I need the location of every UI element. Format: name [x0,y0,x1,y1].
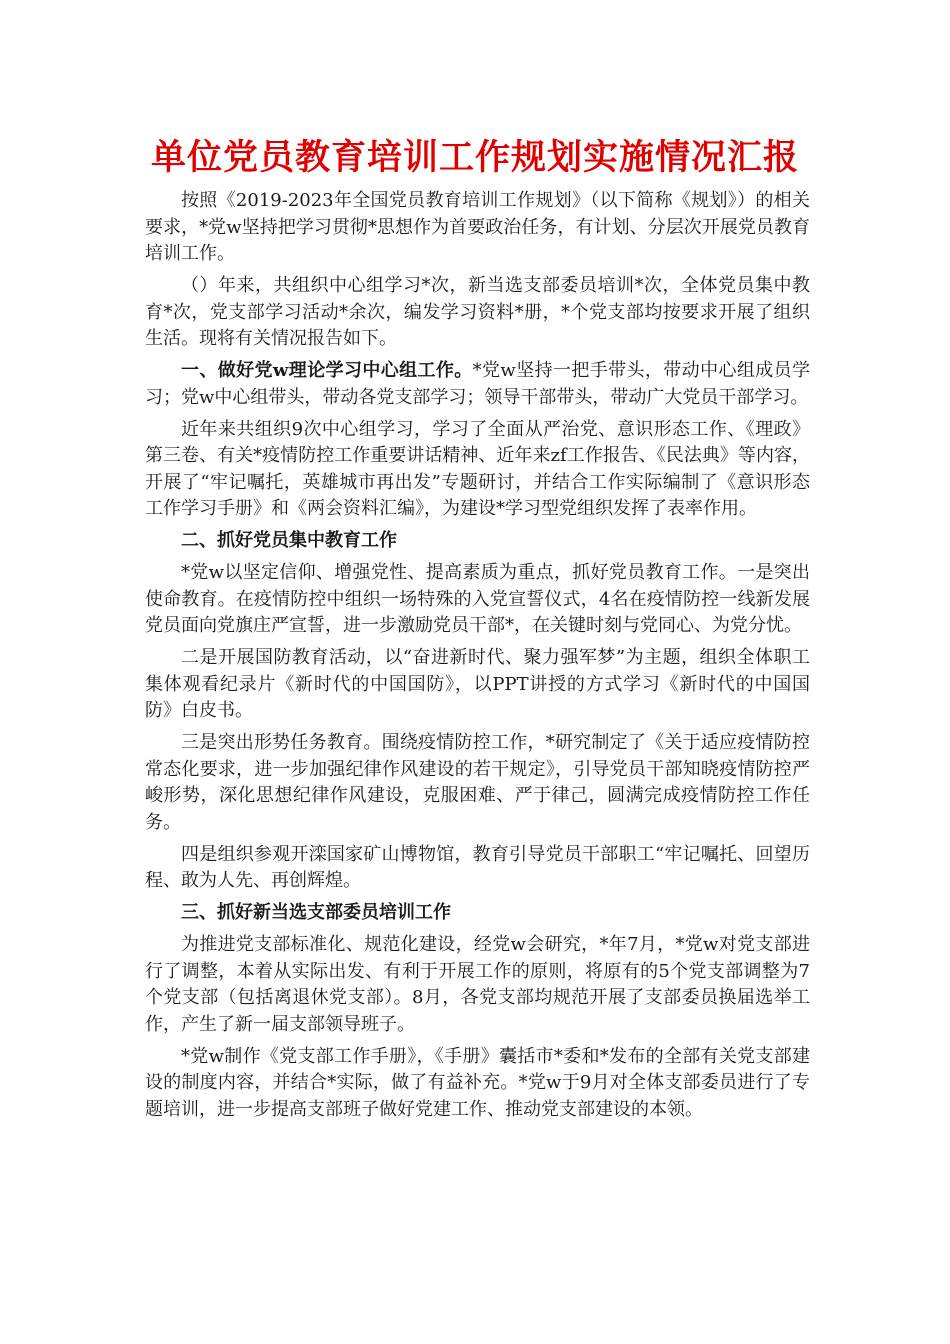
paragraph: 按照《2019-2023年全国党员教育培训工作规划》（以下简称《规划》）的相关要求，*党w坚持把学习贯彻*思想作为首要政治任务，有计划、分层次开展党员教育培训工作。 [145,190,810,264]
section-heading: 三、抓好新当选支部委员培训工作 [181,902,451,923]
paragraph: （）年来，共组织中心组学习*次，新当选支部委员培训*次，全体党员集中教育*次，党支部学习活动*余次，编发学习资料*册，*个党支部均按要求开展了组织生活。现将有关情况报告如下。 [145,275,810,349]
document-body [145,188,810,1129]
paragraph: *党w以坚定信仰、增强党性、提高素质为重点，抓好党员教育工作。一是突出使命教育。在疫情防控中组织一场特殊的入党宣誓仪式，4名在疫情防控一线新发展党员面向党旗庄严宣誓，进一步激励党员干部*，在关键时刻与党同心、为党分忧。 [145,562,810,636]
paragraph [145,358,810,411]
paragraph: 近年来共组织9次中心组学习，学习了全面从严治党、意识形态工作、《理政》第三卷、有关*疫情防控工作重要讲话精神、近年来zf工作报告、《民法典》等内容，开展了“牢记嘱托，英雄城市再出发”专题研讨，并结合工作实际编制了《意识形态工作学习手册》和《两会资料汇编》，为建设*学习型党组织发挥了表率作用。 [145,418,810,519]
paragraph: 四是组织参观开滦国家矿山博物馆，教育引导党员干部职工“牢记嘱托、回望历程、敢为人先、再创辉煌。 [145,843,810,891]
section-heading-inline: 一、做好党w理论学习中心组工作。 [181,360,473,381]
paragraph: 为推进党支部标准化、规范化建设，经党w会研究，*年7月，*党w对党支部进行了调整，本着从实际出发、有利于开展工作的原则，将原有的5个党支部调整为7个党支部（包括离退休党支部）。8月，各党支部均规范开展了支部委员换届选举工作，产生了新一届支部领导班子。 [145,934,810,1035]
paragraph: 三是突出形势任务教育。围绕疫情防控工作，*研究制定了《关于适应疫情防控常态化要求，进一步加强纪律作风建设的若干规定》，引导党员干部知晓疫情防控严峻形势，深化思想纪律作风建设，克服困难、严于律己，圆满完成疫情防控工作任务。 [145,732,810,833]
document-title: 单位党员教育培训工作规划实施情况汇报 [150,137,799,178]
paragraph-text: *党w坚持一把手带头，带动中心组成员学习；党w中心组带头，带动各党支部学习；领导干部带头，带动广大党员干部学习。 [145,360,810,408]
paragraph: 二是开展国防教育活动，以“奋进新时代、聚力强军梦”为主题，组织全体职工集体观看纪录片《新时代的中国国防》，以PPT讲授的方式学习《新时代的中国国防》白皮书。 [145,647,810,721]
paragraph: *党w制作《党支部工作手册》，《手册》囊括市*委和*发布的全部有关党支部建设的制度内容，并结合*实际，做了有益补充。*党w于9月对全体支部委员进行了专题培训，进一步提高支部班子做好党建工作、推动党支部建设的本领。 [145,1045,810,1120]
section-heading: 二、抓好党员集中教育工作 [181,530,397,551]
